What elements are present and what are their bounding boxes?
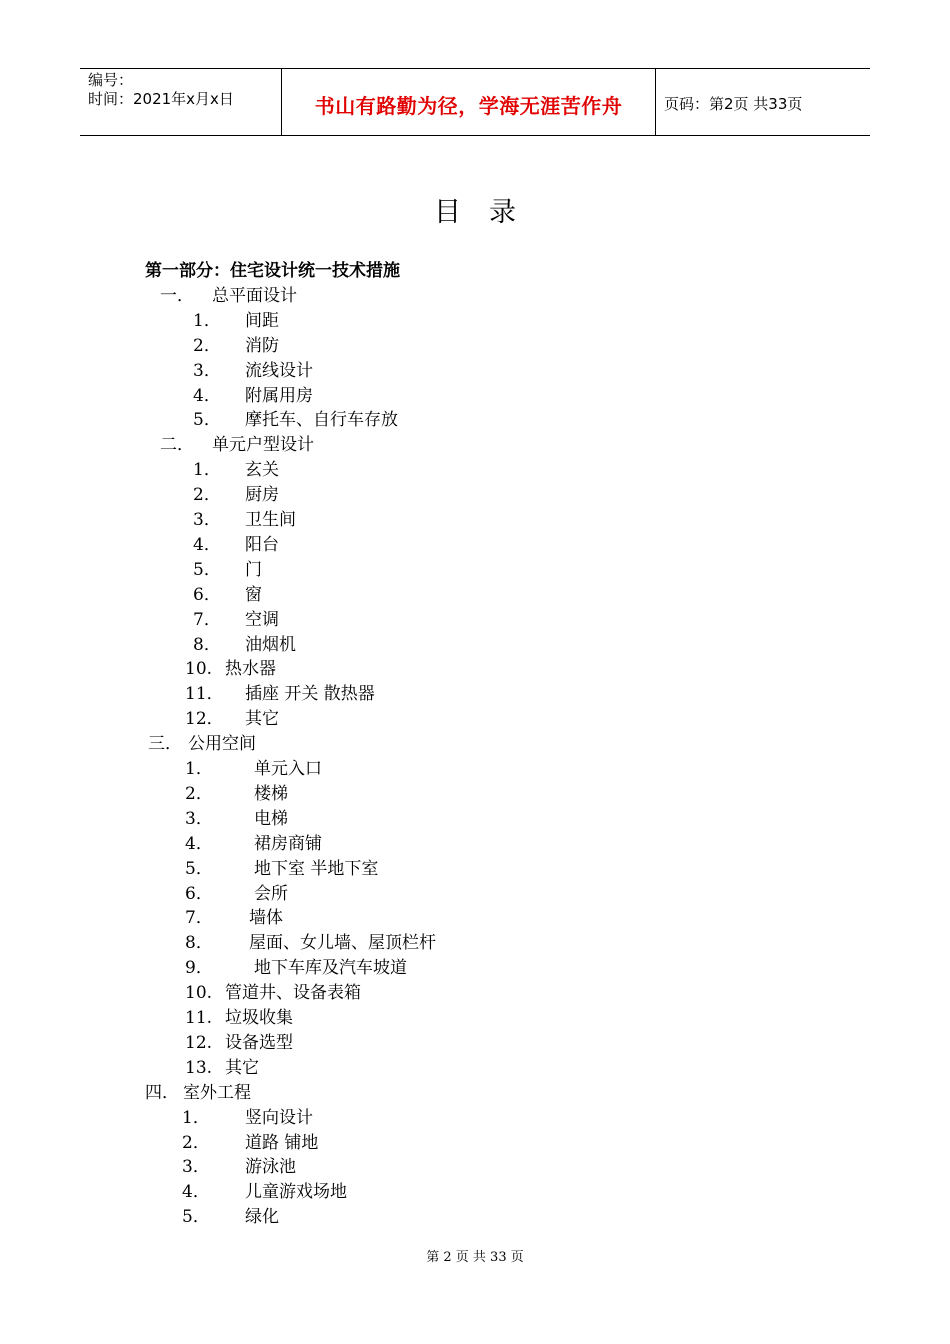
toc-item-3-3-text: 电梯 [254, 808, 288, 829]
toc-item-3-1-number: 1． [185, 759, 213, 779]
header-bottom-rule [80, 135, 870, 136]
toc-section-3-text: 公用空间 [188, 734, 256, 755]
toc-section-2-number: 二． [160, 435, 194, 456]
toc-item-2-8-number: 8． [193, 634, 221, 655]
toc-item-4-5-text: 绿化 [245, 1207, 279, 1228]
toc-item-3-6-number: 6． [185, 883, 213, 904]
toc-item-3-10-text: 管道井、设备表箱 [225, 983, 361, 1004]
toc-item-3-13-text: 其它 [225, 1057, 259, 1078]
toc-item-1-4-number: 4． [193, 385, 221, 406]
toc-item-1-1-number: 1． [193, 310, 221, 331]
toc-item-4-5-number: 5． [182, 1207, 210, 1228]
toc-item-4-2-text: 道路 铺地 [245, 1132, 319, 1153]
page-footer: 第 2 页 共 33 页 [426, 1250, 524, 1265]
toc-item-3-1-text: 单元入口 [254, 759, 322, 779]
toc-item-4-3-number: 3． [182, 1157, 210, 1178]
toc-item-2-3-number: 3． [193, 510, 221, 530]
toc-item-1-4-text: 附属用房 [245, 385, 313, 406]
toc-item-3-8-text: 屋面、女儿墙、屋顶栏杆 [249, 933, 436, 954]
toc-item-4-1-number: 1． [182, 1107, 210, 1128]
toc-section-4-number: 四． [145, 1082, 179, 1103]
toc-item-2-11-text: 其它 [245, 709, 279, 730]
toc-item-4-3-text: 游泳池 [245, 1157, 296, 1178]
toc-item-1-2-number: 2． [193, 335, 221, 356]
toc-item-3-5-text: 地下室 半地下室 [254, 858, 379, 879]
toc-item-2-5-number: 5． [193, 559, 221, 580]
toc-item-2-11-number: 12． [185, 709, 224, 730]
toc-item-3-12-number: 12. [185, 1032, 213, 1053]
header-top-rule [80, 68, 870, 69]
toc-item-4-4-text: 儿童游戏场地 [245, 1182, 347, 1203]
toc-item-2-1-number: 1． [193, 460, 221, 481]
toc-item-1-5-text: 摩托车、自行车存放 [245, 410, 398, 431]
toc-item-1-3-number: 3． [193, 360, 221, 381]
toc-item-2-7-number: 7． [193, 609, 221, 630]
toc-section-3-number: 三． [148, 734, 182, 755]
toc-item-3-7-number: 7． [185, 908, 213, 929]
toc-item-2-9-number: 10. [185, 659, 213, 680]
toc-item-4-2-number: 2． [182, 1132, 210, 1153]
toc-item-2-10-number: 11． [185, 684, 224, 705]
toc-item-2-4-text: 阳台 [245, 534, 279, 555]
toc-item-1-3-text: 流线设计 [245, 360, 313, 381]
toc-item-4-4-number: 4． [182, 1182, 210, 1203]
toc-item-3-8-number: 8． [185, 933, 213, 954]
toc-item-3-9-text: 地下车库及汽车坡道 [254, 958, 407, 979]
toc-item-2-9-text: 热水器 [225, 659, 276, 680]
toc-item-1-2-text: 消防 [245, 335, 279, 356]
header-number-label: 编号： [88, 71, 134, 89]
toc-item-3-4-text: 裙房商铺 [254, 833, 322, 854]
toc-item-2-10-text: 插座 开关 散热器 [245, 684, 375, 705]
toc-item-2-4-number: 4． [193, 534, 221, 555]
toc-item-3-5-number: 5． [185, 858, 213, 879]
page-title: 目录 [434, 197, 544, 228]
toc-item-3-12-text: 设备选型 [225, 1032, 293, 1053]
toc-item-2-3-text: 卫生间 [245, 510, 296, 530]
toc-section-2-text: 单元户型设计 [212, 435, 314, 456]
header-motto: 书山有路勤为径，学海无涯苦作舟 [314, 94, 623, 118]
toc-item-2-1-text: 玄关 [245, 460, 279, 481]
toc-item-2-2-text: 厨房 [245, 485, 279, 506]
toc-item-1-5-number: 5． [193, 410, 221, 431]
toc-item-3-2-text: 楼梯 [254, 783, 288, 804]
toc-item-3-10-number: 10. [185, 983, 213, 1004]
header-time-label: 时间：2021年x月x日 [88, 90, 234, 108]
toc-item-2-7-text: 空调 [245, 609, 279, 630]
toc-item-2-6-number: 6． [193, 584, 221, 605]
header-page-info: 页码：第2页 共33页 [664, 95, 803, 113]
toc-item-4-1-text: 竖向设计 [245, 1107, 313, 1128]
toc-item-3-2-number: 2． [185, 783, 213, 804]
header-divider-right [655, 68, 656, 136]
toc-section-1-number: 一． [160, 285, 194, 306]
toc-section-4-text: 室外工程 [183, 1082, 251, 1103]
header-meta [88, 71, 234, 109]
toc-item-2-8-text: 油烟机 [245, 634, 296, 655]
toc-item-3-9-number: 9． [185, 958, 213, 979]
toc-item-3-4-number: 4． [185, 833, 213, 854]
toc-item-3-6-text: 会所 [254, 883, 288, 904]
toc-item-1-1-text: 间距 [245, 310, 279, 331]
toc-item-3-11-number: 11. [185, 1008, 213, 1028]
toc-part-title-text: 第一部分：住宅设计统一技术措施 [145, 261, 400, 281]
toc-item-3-13-number: 13. [185, 1057, 213, 1078]
toc-item-2-2-number: 2． [193, 485, 221, 506]
toc-item-3-7-text: 墙体 [249, 908, 283, 929]
toc-item-3-3-number: 3． [185, 808, 213, 829]
toc-item-2-5-text: 门 [245, 559, 262, 580]
toc-section-1-text: 总平面设计 [212, 285, 297, 306]
toc-item-3-11-text: 垃圾收集 [225, 1008, 293, 1028]
toc-item-2-6-text: 窗 [245, 584, 262, 605]
